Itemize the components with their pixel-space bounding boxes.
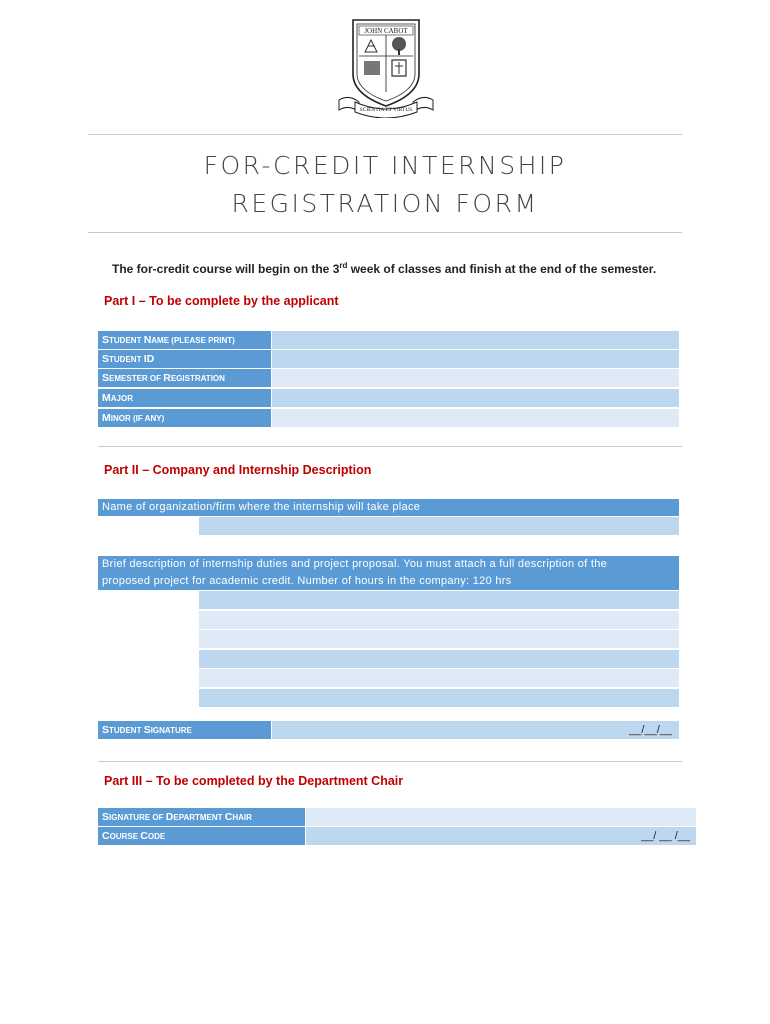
john-cabot-crest-logo [335, 16, 437, 118]
chair-signature-field[interactable] [306, 808, 696, 827]
description-line-3[interactable] [199, 630, 679, 649]
description-line-6[interactable] [199, 689, 679, 708]
course-code-date[interactable]: __/ __ /__ [641, 830, 690, 842]
part1-divider [98, 446, 682, 447]
student-name-field[interactable] [272, 331, 679, 350]
course-code-label: COURSE CODE [98, 827, 305, 846]
part2-divider [98, 761, 682, 762]
student-id-label: STUDENT ID [98, 350, 271, 369]
minor-field[interactable] [272, 409, 679, 428]
student-id-field[interactable] [272, 350, 679, 369]
svg-text:SCIENTIA ET VIRTUS: SCIENTIA ET VIRTUS [359, 107, 413, 113]
chair-signature-label: SIGNATURE OF DEPARTMENT CHAIR [98, 808, 305, 827]
description-line-4[interactable] [199, 650, 679, 669]
part3-heading: Part III – To be completed by the Department Chair [104, 774, 404, 788]
part2-heading: Part II – Company and Internship Description [104, 463, 372, 477]
student-name-label: STUDENT NAME (PLEASE PRINT) [98, 331, 271, 350]
semester-label: SEMESTER OF REGISTRATION [98, 369, 271, 388]
organization-field[interactable] [199, 517, 679, 536]
semester-field[interactable] [272, 369, 679, 388]
form-title-line1: FOR-CREDIT INTERNSHIP [203, 151, 567, 180]
major-label: MAJOR [98, 389, 271, 408]
student-signature-date[interactable]: __/__/__ [629, 724, 672, 736]
organization-label: Name of organization/firm where the internship will take place [98, 499, 679, 516]
form-title-line2: REGISTRATION FORM [231, 189, 539, 218]
description-line-2[interactable] [199, 611, 679, 630]
student-signature-label: STUDENT SIGNATURE [98, 721, 271, 740]
part1-heading: Part I – To be complete by the applicant [104, 294, 339, 308]
description-line-1[interactable] [199, 591, 679, 610]
description-label: Brief description of internship duties and project proposal. You must attach a full description of the proposed project for academic credit. Number of hours in the company: 120 hrs [98, 556, 679, 590]
svg-text:JOHN CABOT: JOHN CABOT [364, 26, 408, 35]
title-divider [88, 232, 682, 233]
description-line-5[interactable] [199, 669, 679, 688]
top-divider [88, 134, 682, 135]
intro-text: The for-credit course will begin on the 3rd week of classes and finish at the end of the semester. [112, 261, 657, 276]
minor-label: MINOR (IF ANY) [98, 409, 271, 428]
major-field[interactable] [272, 389, 679, 408]
